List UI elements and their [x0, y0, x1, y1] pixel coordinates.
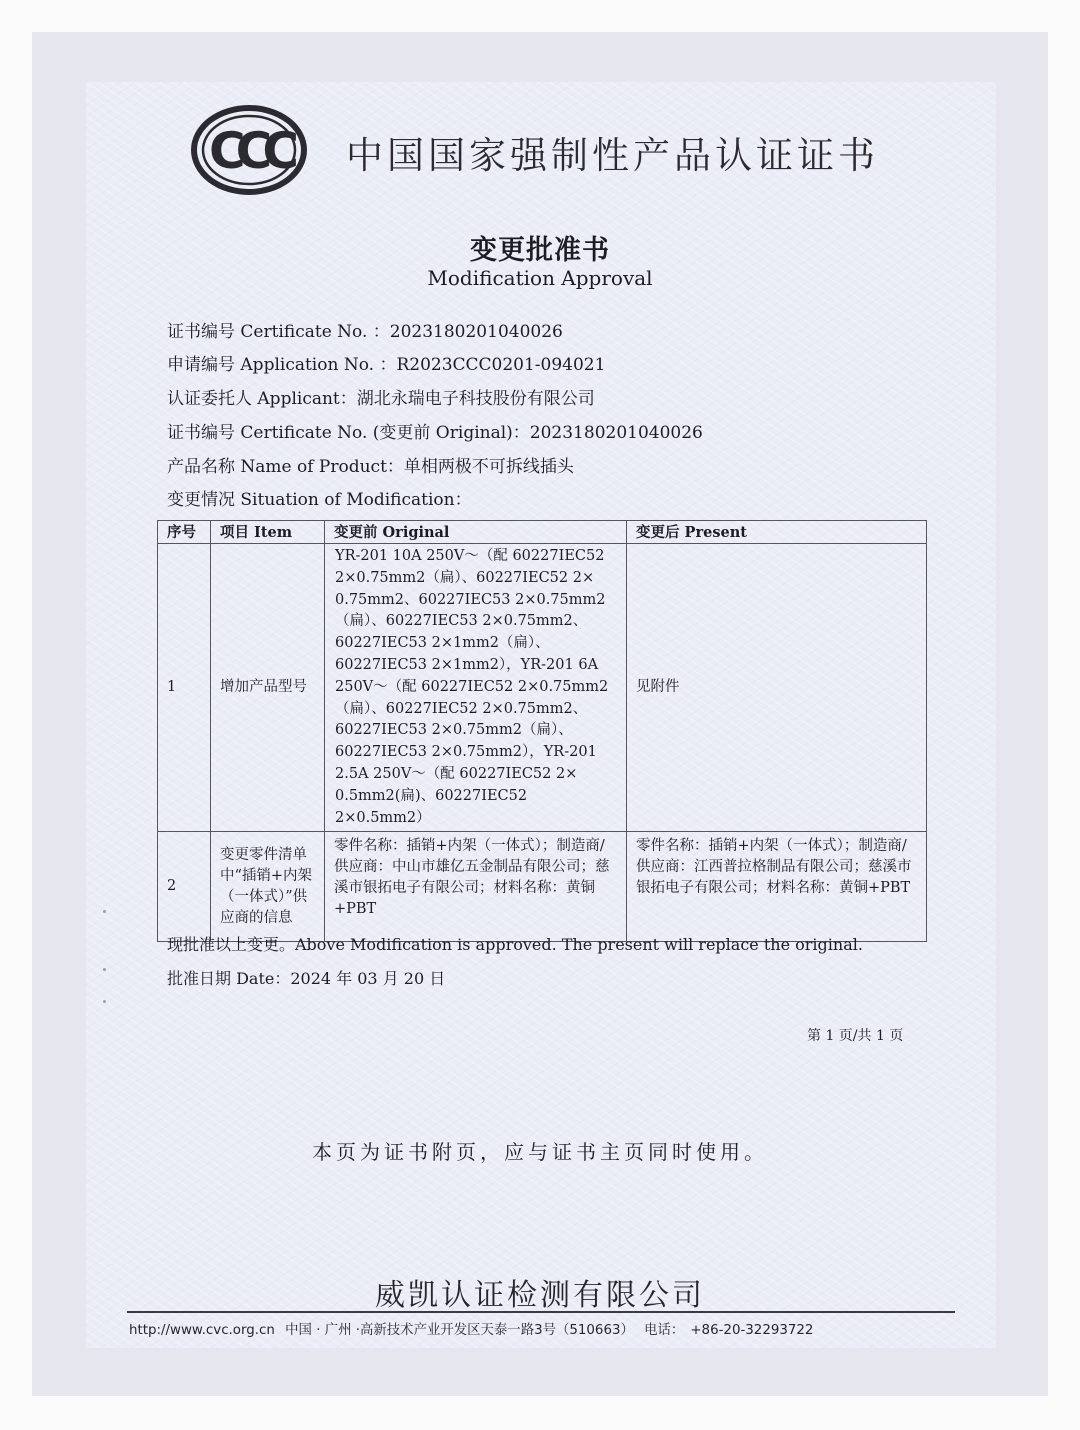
row-present: 零件名称：插销+内架（一体式）；制造商/供应商：江西普拉格制品有限公司；慈溪市银拓电子有限公司；材料名称：黄铜+PBT: [627, 832, 927, 942]
original-line: 60227IEC53 2×0.75mm2（扁）、: [335, 722, 573, 739]
phone-label: 电话：: [644, 1323, 685, 1338]
original-line: 250V～（配 60227IEC52 2×0.75mm2: [335, 678, 609, 695]
field-label: 产品名称 Name of Product：: [167, 457, 404, 477]
field-value: R2023CCC0201-094021: [396, 355, 606, 375]
table-row: [158, 832, 927, 942]
original-line: 0.75mm2、60227IEC53 2×0.75mm2: [335, 591, 606, 608]
original-line: YR-201 10A 250V～（配 60227IEC52: [335, 548, 605, 564]
approval-date: [167, 966, 445, 989]
phone-value: +86-20-32293722: [690, 1323, 814, 1338]
footer-divider: [127, 1311, 955, 1313]
ccc-logo: [190, 104, 308, 196]
certificate-no-field: [167, 317, 563, 342]
date-value: 2024 年 03 月 20 日: [290, 969, 446, 988]
row-original: [325, 544, 627, 832]
footer-contact: [129, 1319, 959, 1338]
field-value: 2023180201040026: [529, 423, 703, 443]
document-title-en: Modification Approval: [427, 266, 653, 290]
row-present: 见附件: [627, 544, 927, 832]
table-row: [158, 544, 927, 832]
approval-statement: 现批准以上变更。Above Modification is approved. The present will replace the original.: [167, 935, 863, 954]
original-line: 2.5A 250V～（配 60227IEC52 2×: [335, 765, 578, 782]
product-name-field: [167, 452, 574, 477]
table-header-row: [158, 521, 927, 544]
field-label: 证书编号 Certificate No. ：: [167, 322, 390, 342]
logo-text: CCC: [208, 122, 290, 180]
header-original: 变更前 Original: [325, 521, 627, 544]
original-line: 60227IEC53 2×1mm2（扁）、: [335, 635, 550, 652]
situation-field: [167, 485, 472, 510]
row-item: 增加产品型号: [211, 544, 325, 832]
field-label: 证书编号 Certificate No. (变更前 Original)：: [167, 423, 530, 443]
original-line: 60227IEC53 2×1mm2），YR-201 6A: [335, 656, 599, 673]
header-seq: 序号: [158, 521, 211, 544]
row-original: 零件名称：插销+内架（一体式）；制造商/供应商：中山市雄亿五金制品有限公司；慈溪市银拓电子有限公司；材料名称：黄铜+PBT: [325, 832, 627, 942]
date-label: 批准日期 Date：: [167, 969, 291, 988]
row-seq: 2: [158, 832, 211, 942]
applicant-field: [167, 384, 595, 409]
row-seq: 1: [158, 544, 211, 832]
modification-table: [157, 520, 927, 942]
original-line: 0.5mm2(扁)、60227IEC52 2×0.5mm2）: [335, 787, 528, 826]
original-line: （扁）、60227IEC52 2×0.75mm2、: [335, 700, 588, 717]
original-certificate-no-field: [167, 418, 703, 443]
field-label: 认证委托人 Applicant：: [167, 389, 357, 409]
certificate-title: 中国国家强制性产品认证证书: [346, 134, 879, 177]
field-label: 变更情况 Situation of Modification：: [167, 490, 472, 510]
page-number: 第 1 页/共 1 页: [807, 1028, 904, 1044]
field-label: 申请编号 Application No. ：: [167, 355, 397, 375]
header-present: 变更后 Present: [627, 521, 927, 544]
scan-mark: [103, 968, 106, 971]
attachment-note: 本页为证书附页，应与证书主页同时使用。: [312, 1140, 768, 1164]
scan-mark: [103, 910, 106, 913]
original-line: （扁）、60227IEC53 2×0.75mm2、: [335, 613, 588, 630]
field-value: 湖北永瑞电子科技股份有限公司: [356, 389, 595, 409]
header-item: 项目 Item: [211, 521, 325, 544]
issuing-company: 威凯认证检测有限公司: [375, 1278, 705, 1313]
footer-url: http://www.cvc.org.cn: [129, 1323, 275, 1338]
field-value: 单相两极不可拆线插头: [403, 457, 574, 477]
footer-address: 中国 · 广州 ·高新技术产业开发区天泰一路3号（510663）: [285, 1323, 634, 1338]
field-value: 2023180201040026: [389, 322, 563, 342]
application-no-field: [167, 350, 605, 375]
row-item: 变更零件清单中“插销+内架（一体式）”供应商的信息: [211, 832, 325, 942]
document-title-zh: 变更批准书: [470, 235, 610, 266]
original-line: 60227IEC53 2×0.75mm2），YR-201: [335, 744, 597, 761]
scan-mark: [103, 1000, 106, 1003]
original-line: 2×0.75mm2（扁）、60227IEC52 2×: [335, 569, 595, 586]
footer-phone: [644, 1323, 819, 1338]
